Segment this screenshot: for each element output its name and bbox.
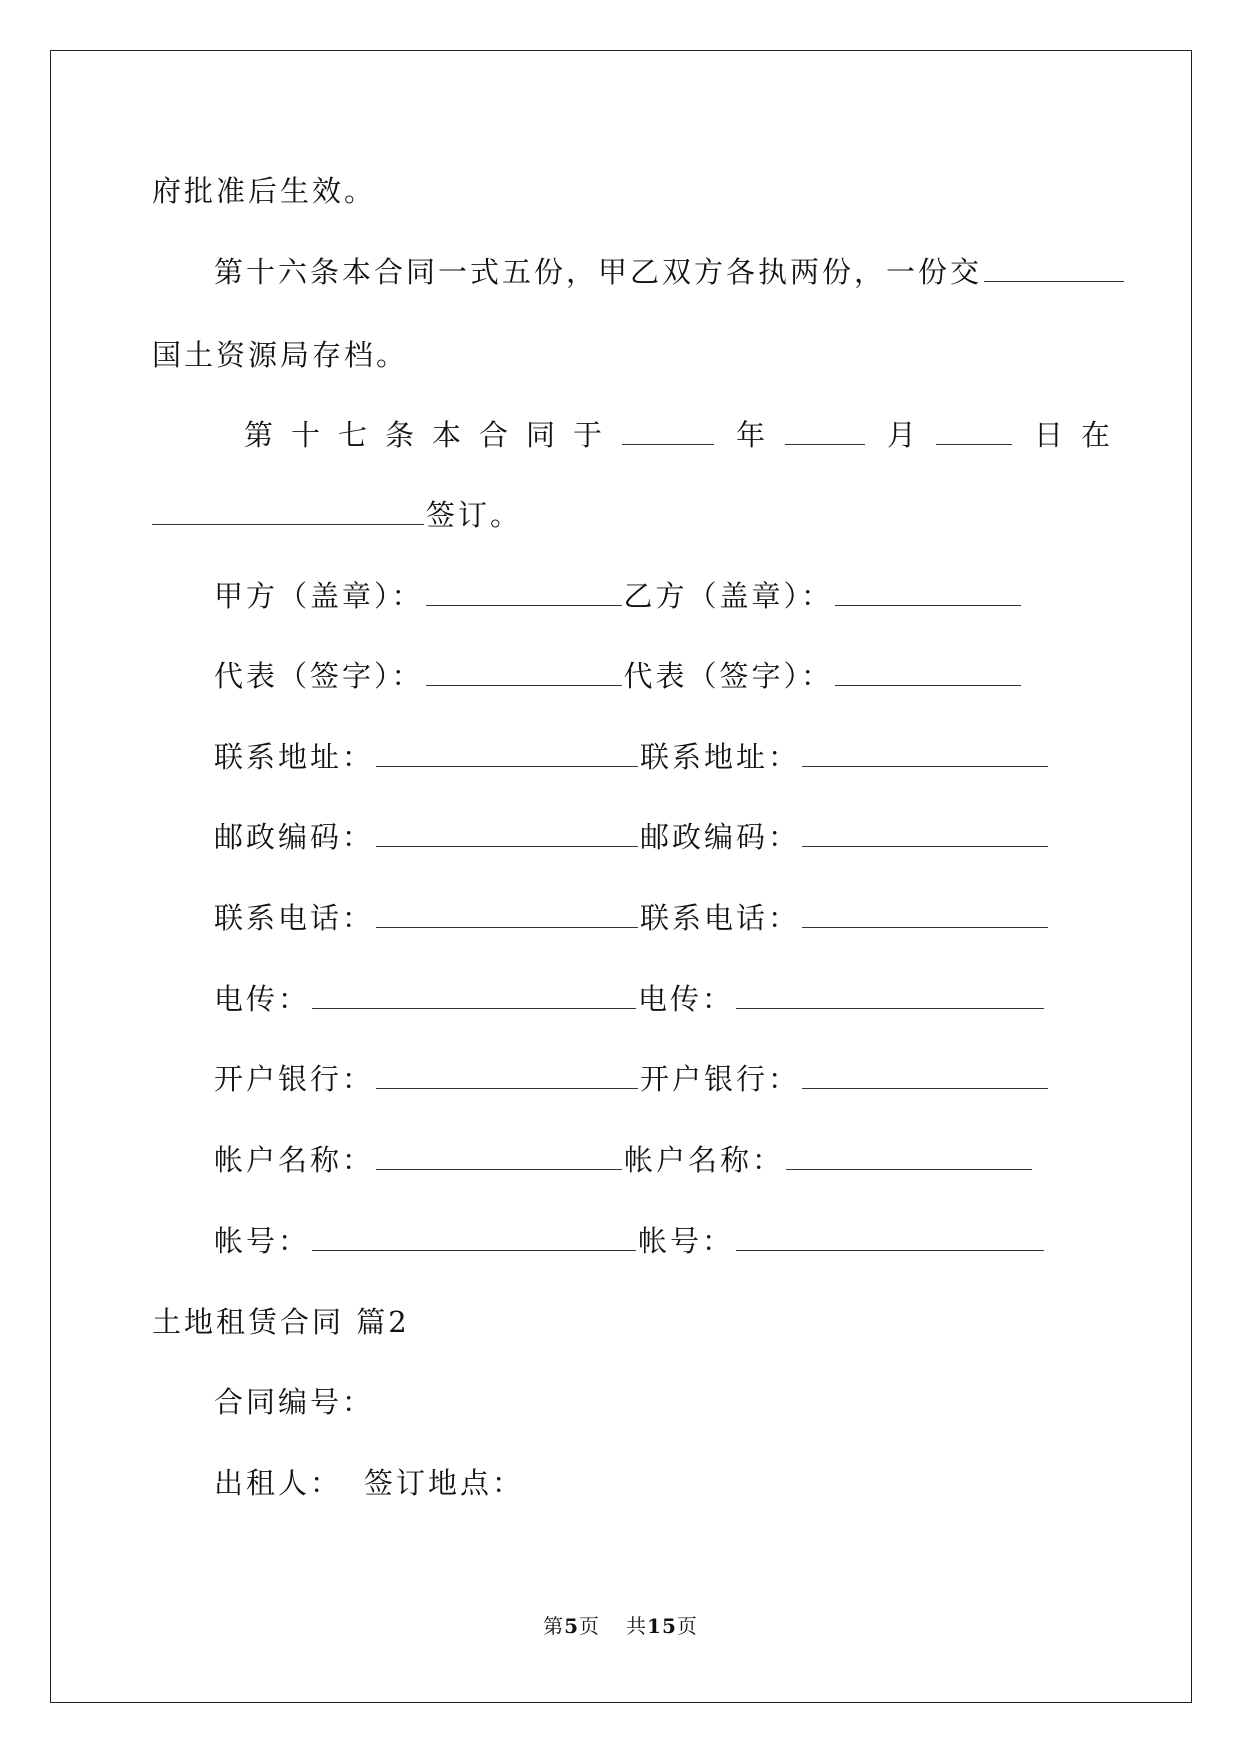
party-b-postcode-blank[interactable] [802,820,1048,847]
blank-year[interactable] [622,418,714,445]
party-b-bank-blank[interactable] [802,1062,1048,1089]
month-label: 月 [887,418,935,452]
party-b-bank-label: 开户银行： [640,1062,801,1096]
field-row [214,1059,1050,1099]
article-16 [214,252,1126,292]
party-b-rep-label: 代表（签字）： [623,659,834,693]
party-a-seal-blank[interactable] [426,579,622,606]
party-b-address-label: 联系地址： [640,740,801,774]
party-a-bank-label: 开户银行： [214,1062,375,1096]
party-b-seal-label: 乙方（盖章）： [623,579,834,613]
party-a-account-name-label: 帐户名称： [214,1143,375,1177]
field-row [214,979,1046,1019]
party-a-account-no-label: 帐号： [214,1224,311,1258]
party-a-seal-label: 甲方（盖章）： [214,579,424,613]
total-unit: 页 [676,1614,698,1638]
lessor-label: 出租人： [214,1466,343,1500]
blank-authority[interactable] [984,255,1124,282]
footer-prefix: 第 [543,1614,565,1638]
blank-month[interactable] [785,418,865,445]
party-b-seal-blank[interactable] [835,579,1021,606]
total-prefix: 共 [626,1614,648,1638]
year-label: 年 [736,418,784,452]
party-a-rep-blank[interactable] [426,659,622,686]
party-b-rep-blank[interactable] [835,659,1021,686]
day-label: 日在 [1034,418,1129,452]
party-b-phone-label: 联系电话： [640,901,801,935]
party-b-postcode-label: 邮政编码： [640,820,801,854]
page-number: 5 [564,1614,580,1638]
party-b-account-no-blank[interactable] [736,1224,1044,1251]
article-16-continued: 国土资源局存档。 [152,338,409,372]
article-17 [244,415,1128,455]
field-row [214,817,1050,857]
article-17-end: 签订。 [426,498,523,532]
page-border [50,50,1192,1703]
text-line-1: 府批准后生效。 [152,174,377,208]
party-b-telex-blank[interactable] [736,982,1044,1009]
field-row [214,1140,1034,1180]
field-row [214,576,1023,616]
contract-number-label: 合同编号： [214,1385,375,1419]
page-footer [0,1613,1241,1639]
signing-place-label: 签订地点： [364,1466,525,1500]
party-a-address-label: 联系地址： [214,740,375,774]
party-a-postcode-blank[interactable] [376,820,638,847]
blank-sign-place[interactable] [152,498,424,525]
party-b-telex-label: 电传： [638,982,735,1016]
blank-day[interactable] [936,418,1012,445]
party-b-address-blank[interactable] [802,740,1048,767]
party-a-bank-blank[interactable] [376,1062,638,1089]
article-16-text: 第十六条本合同一式五份，甲乙双方各执两份，一份交 [214,255,983,289]
party-b-phone-blank[interactable] [802,901,1048,928]
field-row [214,737,1050,777]
party-b-account-no-label: 帐号： [638,1224,735,1258]
page-unit: 页 [579,1614,601,1638]
party-a-address-blank[interactable] [376,740,638,767]
party-a-account-no-blank[interactable] [312,1224,636,1251]
section-title: 土地租赁合同 篇2 [152,1305,410,1339]
party-a-account-name-blank[interactable] [376,1143,622,1170]
party-a-postcode-label: 邮政编码： [214,820,375,854]
article-17-text: 第十七条本合同于 [244,418,621,452]
field-row [214,898,1050,938]
article-17-place [152,495,522,535]
party-a-telex-label: 电传： [214,982,311,1016]
party-a-phone-blank[interactable] [376,901,638,928]
total-pages: 15 [647,1614,677,1638]
party-a-rep-label: 代表（签字）： [214,659,424,693]
party-b-account-name-label: 帐户名称： [624,1143,785,1177]
party-a-telex-blank[interactable] [312,982,636,1009]
field-row [214,1221,1046,1261]
lessor-row [214,1463,524,1503]
field-row [214,656,1023,696]
party-b-account-name-blank[interactable] [786,1143,1032,1170]
party-a-phone-label: 联系电话： [214,901,375,935]
